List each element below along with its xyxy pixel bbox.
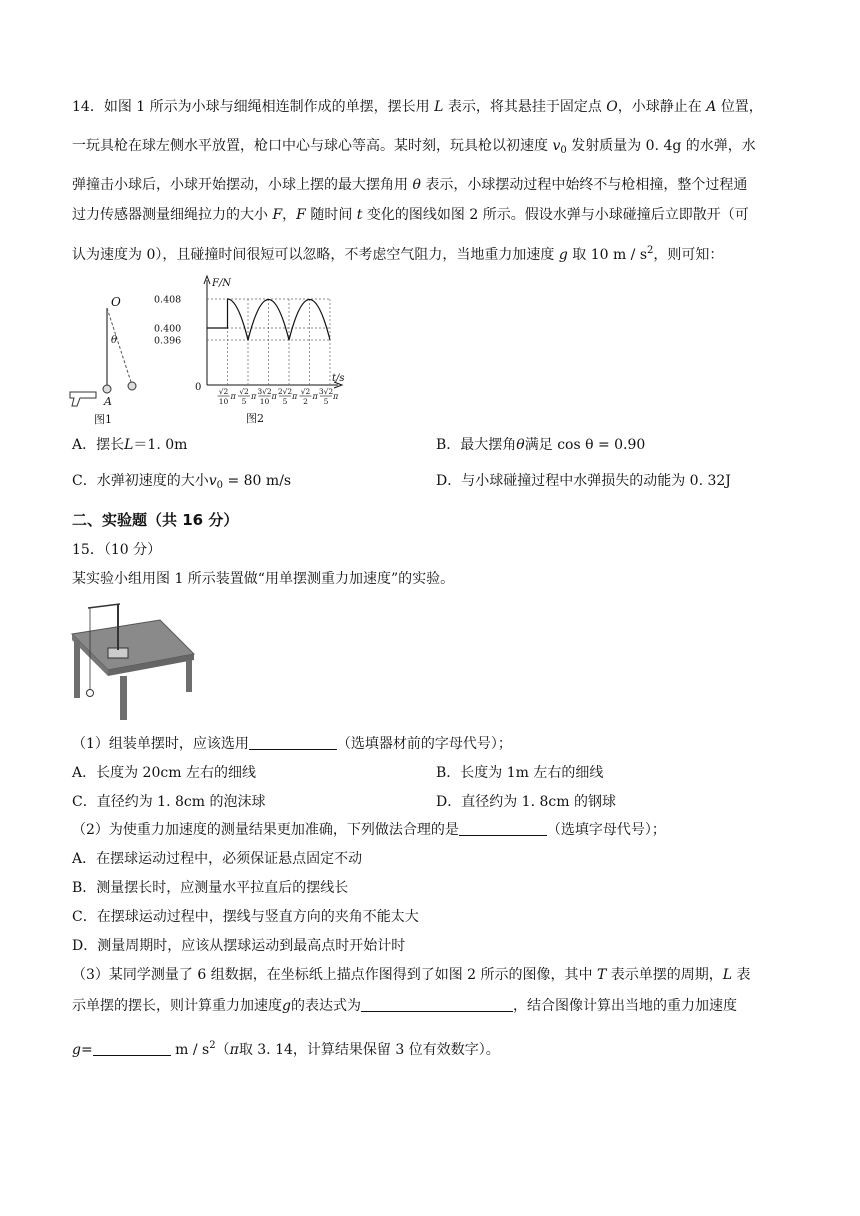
fig2-ytick-label: 0.396 — [154, 335, 182, 347]
q14-option-B[interactable]: B．最大摆角θ满足 cos θ = 0.90 — [436, 437, 646, 453]
q14-line-4: 过力传感器测量细绳拉力的大小 F，F 随时间 t 变化的图线如图 2 所示。假设水弹与小球碰撞后立即散开（可 — [72, 207, 749, 223]
answer-blank-4[interactable] — [93, 1041, 171, 1056]
q15-part1-option-A[interactable]: A．长度为 20cm 左右的细线 — [72, 765, 256, 781]
table-leg-front — [120, 676, 127, 720]
q15-apparatus-figure — [68, 598, 198, 722]
fig1-ball-rest — [103, 385, 111, 393]
q15-part1-option-B[interactable]: B．长度为 1m 左右的细线 — [436, 765, 604, 781]
svg-text:10: 10 — [259, 397, 270, 406]
q15-part2-option-A[interactable]: A．在摆球运动过程中，必须保证悬点固定不动 — [72, 851, 363, 867]
answer-blank-2[interactable] — [459, 821, 547, 836]
q14-figure-1 — [64, 290, 154, 430]
svg-text:2√2: 2√2 — [277, 387, 293, 396]
svg-text:3√2: 3√2 — [257, 387, 272, 396]
fig2-x-label: t/s — [332, 373, 345, 384]
svg-text:5: 5 — [282, 397, 288, 406]
fig1-O-label: O — [111, 295, 121, 309]
fig2-xtick-label — [300, 387, 319, 406]
svg-text:√2: √2 — [300, 387, 311, 396]
q15-header: 15．（10 分） — [72, 542, 162, 558]
stand-arm — [88, 604, 120, 608]
q15-part2: （2）为使重力加速度的测量结果更加准确，下列做法合理的是 （选填字母代号）； — [72, 822, 666, 838]
fig1-theta-label: θ — [111, 335, 118, 346]
svg-text:π: π — [230, 392, 236, 401]
q15-part1-option-D[interactable]: D．直径约为 1. 8cm 的钢球 — [436, 794, 616, 810]
fig2-xtick-label — [319, 387, 339, 406]
svg-text:√2: √2 — [218, 387, 229, 396]
svg-text:√2: √2 — [239, 387, 249, 396]
fig2-origin: 0 — [195, 382, 202, 393]
svg-text:10: 10 — [218, 397, 229, 406]
q15-part3-line-1: （3）某同学测量了 6 组数据，在坐标纸上描点作图得到了如图 2 所示的图像，其中 T 表示单摆的周期，L 表 — [72, 967, 751, 983]
fig2-xtick-label — [238, 387, 257, 406]
svg-text:π: π — [333, 392, 339, 401]
q15-part3-line-2: 示单摆的摆长，则计算重力加速度g的表达式为 ，结合图像计算出当地的重力加速度 — [72, 998, 737, 1014]
fig2-ytick-label: 0.408 — [154, 294, 182, 306]
q15-part3-line-3: $g= m / s^2(\pi$取 3. 14，计算结果保留 3 位有效数字）。 — [72, 1040, 500, 1058]
section-title: 二、实验题（共 16 分） — [72, 511, 239, 529]
q15-part2-option-C[interactable]: C．在摆球运动过程中，摆线与竖直方向的夹角不能太大 — [72, 909, 419, 925]
svg-text:3√2: 3√2 — [318, 387, 334, 396]
fig1-A-label: A — [104, 395, 112, 408]
svg-text:5: 5 — [323, 397, 329, 406]
table-leg-right — [186, 660, 192, 692]
answer-blank-1[interactable] — [249, 735, 337, 750]
svg-text:π: π — [271, 392, 277, 401]
q14-option-A[interactable]: A．摆长L＝1. 0m — [72, 437, 188, 453]
fig2-xtick-label — [257, 387, 277, 406]
svg-text:π: π — [251, 392, 257, 401]
svg-text:2: 2 — [303, 397, 308, 406]
svg-text:5: 5 — [241, 397, 247, 406]
q14-line-2: 一玩具枪在球左侧水平放置，枪口中心与球心等高。某时刻，玩具枪以初速度 $v_0$ 发射质量为 0. 4g 的水弹，水 — [72, 138, 756, 156]
svg-text:π: π — [312, 392, 318, 401]
fig2-xtick-label — [278, 387, 298, 406]
q14-option-D[interactable]: D．与小球碰撞过程中水弹损失的动能为 0. 32J — [436, 473, 731, 489]
fig2-xtick-label — [218, 387, 237, 406]
q15-intro: 某实验小组用图 1 所示装置做“用单摆测重力加速度”的实验。 — [72, 571, 455, 587]
fig2-caption: 图2 — [246, 412, 264, 425]
pendulum-bob — [87, 690, 94, 697]
fig2-ytick-label: 0.400 — [154, 323, 182, 335]
q14-line-1: 14．如图 1 所示为小球与细绳相连制作成的单摆，摆长用 L 表示，将其悬挂于固定点 O，小球静止在 A 位置， — [72, 99, 763, 115]
fig1-caption: 图1 — [94, 413, 112, 426]
gun-icon — [70, 392, 96, 406]
q14-line-5: 认为速度为 0），且碰撞时间很短可以忽略，不考虑空气阻力，当地重力加速度 g 取 10 m / $s^2$，则可知： — [72, 245, 724, 263]
q14-figure-2 — [150, 272, 360, 430]
svg-text:π: π — [292, 392, 298, 401]
q14-line-3: 弹撞击小球后，小球开始摆动，小球上摆的最大摆角用 θ 表示，小球摆动过程中始终不与枪相撞，整个过程通 — [72, 177, 748, 193]
q14-option-C[interactable]: C．水弹初速度的大小$v_0 = 80$ m/s — [72, 473, 292, 491]
q15-part2-option-B[interactable]: B．测量摆长时，应测量水平拉直后的摆线长 — [72, 880, 349, 896]
q15-part1: （1）组装单摆时，应该选用 （选填器材前的字母代号）； — [72, 736, 512, 752]
q15-part2-option-D[interactable]: D．测量周期时，应该从摆球运动到最高点时开始计时 — [72, 938, 406, 954]
fig2-y-label: F/N — [212, 278, 232, 289]
q15-part1-option-C[interactable]: C．直径约为 1. 8cm 的泡沫球 — [72, 794, 266, 810]
table-leg-left — [74, 640, 80, 698]
fig1-ball-swung — [128, 382, 136, 390]
answer-blank-3[interactable] — [361, 997, 513, 1012]
